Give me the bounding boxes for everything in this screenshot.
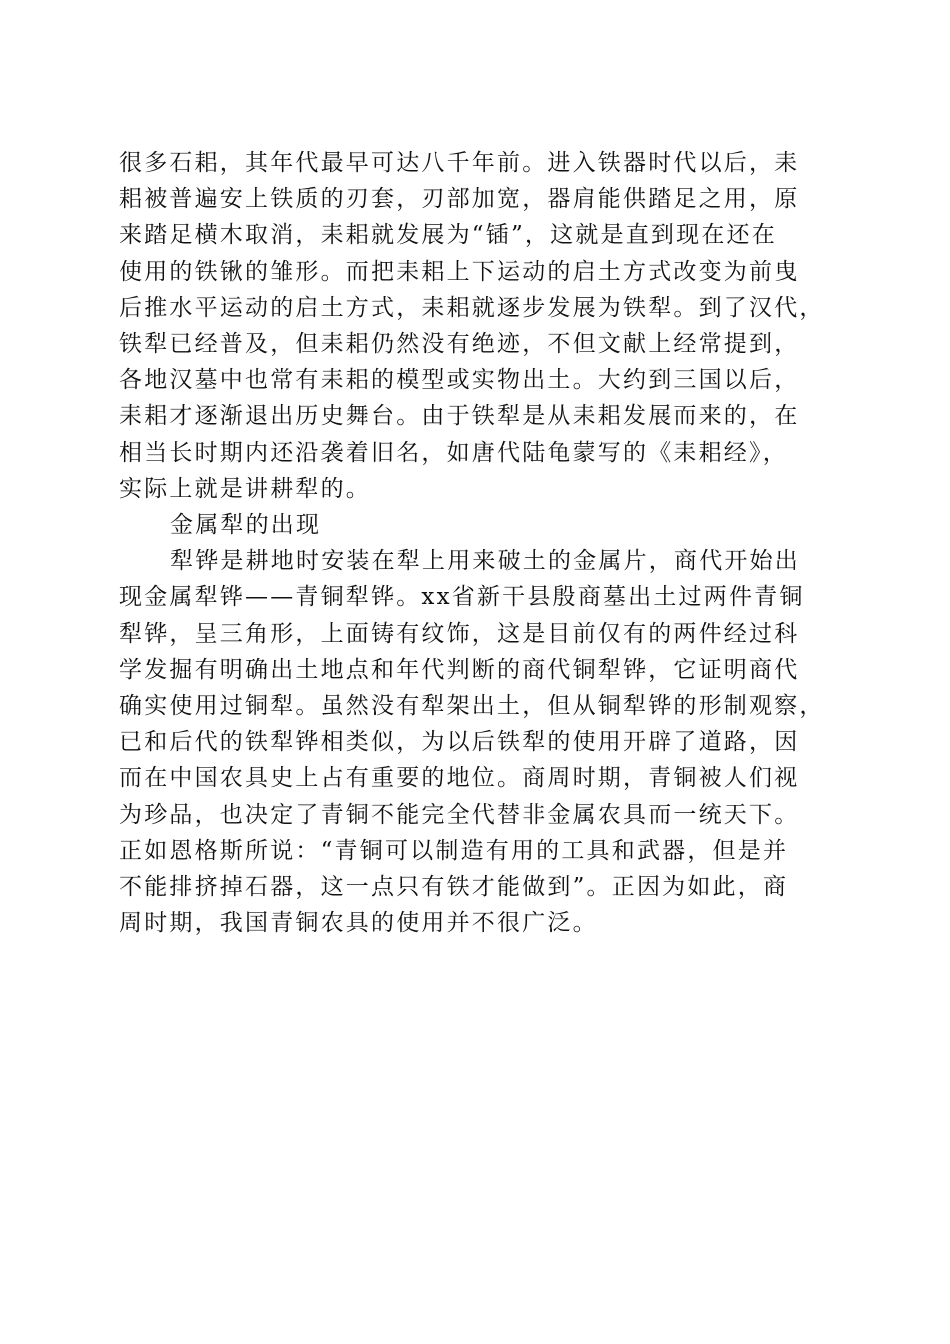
section-heading: 金属犁的出现 (170, 512, 322, 538)
text-line: 来踏足横木取消，耒耜就发展为“锸”，这就是直到现在还在 (119, 222, 777, 248)
text-line: 各地汉墓中也常有耒耜的模型或实物出土。大约到三国以后， (119, 367, 800, 393)
text-line: 已和后代的铁犁铧相类似，为以后铁犁的使用开辟了道路，因 (119, 729, 800, 755)
text-line: 耜被普遍安上铁质的刃套，刃部加宽，器肩能供踏足之用，原 (119, 186, 800, 212)
text-line: 很多石耜，其年代最早可达八千年前。进入铁器时代以后，耒 (119, 150, 800, 176)
text-line: 实际上就是讲耕犁的。 (119, 476, 371, 502)
text-line: 铁犁已经普及，但耒耜仍然没有绝迹，不但文献上经常提到， (119, 331, 800, 357)
text-line: 相当长时期内还沿袭着旧名，如唐代陆龟蒙写的《耒耜经》， (119, 440, 788, 466)
text-line: 耒耜才逐渐退出历史舞台。由于铁犁是从耒耜发展而来的，在 (119, 403, 800, 429)
text-line: 现金属犁铧——青铜犁铧。xx省新干县殷商墓出土过两件青铜 (119, 584, 805, 610)
text-line: 而在中国农具史上占有重要的地位。商周时期，青铜被人们视 (119, 765, 800, 791)
text-line: 确实使用过铜犁。虽然没有犁架出土，但从铜犁铧的形制观察， (119, 693, 825, 719)
text-line: 学发掘有明确出土地点和年代判断的商代铜犁铧，它证明商代 (119, 657, 800, 683)
text-line: 犁铧，呈三角形，上面铸有纹饰，这是目前仅有的两件经过科 (119, 621, 800, 647)
text-line: 犁铧是耕地时安装在犁上用来破土的金属片，商代开始出 (170, 548, 800, 574)
text-line: 周时期，我国青铜农具的使用并不很广泛。 (119, 910, 598, 936)
text-line: 后推水平运动的启土方式，耒耜就逐步发展为铁犁。到了汉代， (119, 295, 825, 321)
text-line: 使用的铁锹的雏形。而把耒耜上下运动的启土方式改变为前曳 (119, 259, 800, 285)
text-line: 不能排挤掉石器，这一点只有铁才能做到”。正因为如此，商 (119, 874, 789, 900)
text-line: 正如恩格斯所说：“青铜可以制造有用的工具和武器，但是并 (119, 838, 789, 864)
text-line: 为珍品，也决定了青铜不能完全代替非金属农具而一统天下。 (119, 802, 800, 828)
